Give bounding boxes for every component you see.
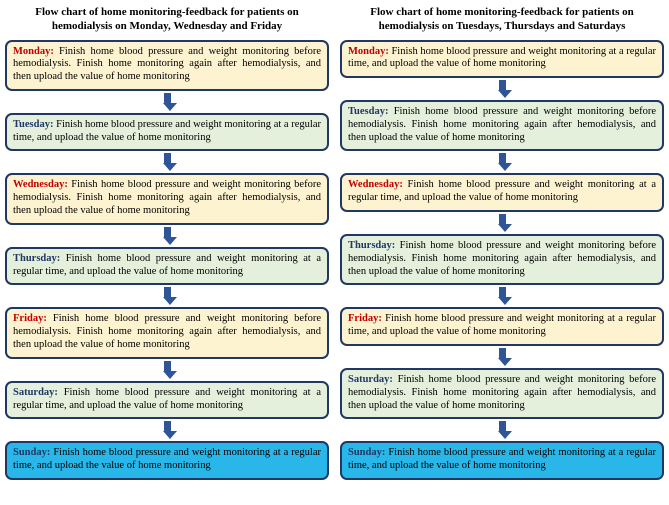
left-flow-sequence bbox=[5, 40, 329, 505]
arrow-connector bbox=[5, 225, 329, 247]
down-arrow-icon bbox=[163, 421, 172, 439]
flow-node-wednesday[interactable] bbox=[5, 173, 329, 224]
down-arrow-icon bbox=[498, 214, 507, 232]
down-arrow-icon bbox=[498, 153, 507, 171]
node-day-label: Saturday: bbox=[13, 386, 58, 398]
down-arrow-icon bbox=[163, 153, 172, 171]
right-flow-sequence bbox=[340, 40, 664, 505]
node-body-text: Finish home blood pressure and weight monitoring at a regular time, and upload the value of home monitoring bbox=[348, 447, 656, 472]
node-day-label: Friday: bbox=[348, 313, 382, 325]
node-body-text: Finish home blood pressure and weight monitoring at a regular time, and upload the value of home monitoring bbox=[13, 118, 321, 143]
right-flowchart-column bbox=[335, 0, 669, 505]
flow-node-tuesday[interactable] bbox=[5, 113, 329, 152]
flow-node-tuesday[interactable] bbox=[340, 100, 664, 151]
node-body-text: Finish home blood pressure and weight monitoring at a regular time, and upload the value of home monitoring bbox=[348, 45, 656, 70]
arrow-connector bbox=[340, 285, 664, 307]
node-body-text: Finish home blood pressure and weight monitoring at a regular time, and upload the value of home monitoring bbox=[13, 447, 321, 472]
node-day-label: Tuesday: bbox=[348, 106, 389, 118]
node-body-text: Finish home blood pressure and weight monitoring at a regular time, and upload the value of home monitoring bbox=[348, 313, 656, 338]
flow-node-saturday[interactable] bbox=[5, 381, 329, 420]
node-day-label: Monday: bbox=[13, 45, 54, 57]
flow-node-friday[interactable] bbox=[340, 307, 664, 346]
down-arrow-icon bbox=[163, 287, 172, 305]
flow-node-sunday[interactable] bbox=[340, 441, 664, 480]
node-body-text: Finish home blood pressure and weight monitoring before hemodialysis. Finish home monitoring again after hemodialysis, and then upload the value of home monitoring bbox=[348, 106, 656, 143]
node-day-label: Friday: bbox=[13, 313, 47, 325]
arrow-connector bbox=[340, 419, 664, 441]
node-body-text: Finish home blood pressure and weight monitoring at a regular time, and upload the value of home monitoring bbox=[13, 252, 321, 277]
arrow-connector bbox=[5, 359, 329, 381]
arrow-connector bbox=[340, 151, 664, 173]
node-body-text: Finish home blood pressure and weight monitoring before hemodialysis. Finish home monitoring again after hemodialysis, and then upload the value of home monitoring bbox=[13, 313, 321, 351]
node-day-label: Thursday: bbox=[13, 252, 61, 264]
left-chart-title: Flow chart of home monitoring-feedback for patients on hemodialysis on Monday, Wednesday and Friday bbox=[35, 6, 299, 32]
arrow-connector bbox=[5, 151, 329, 173]
flow-node-monday[interactable] bbox=[340, 40, 664, 79]
node-day-label: Saturday: bbox=[348, 374, 393, 386]
down-arrow-icon bbox=[498, 287, 507, 305]
node-day-label: Monday: bbox=[348, 45, 389, 57]
right-chart-title: Flow chart of home monitoring-feedback for patients on hemodialysis on Tuesdays, Thursdays and Saturdays bbox=[370, 6, 634, 32]
arrow-connector bbox=[340, 78, 664, 100]
down-arrow-icon bbox=[498, 348, 507, 366]
node-day-label: Thursday: bbox=[348, 240, 396, 252]
flow-node-friday[interactable] bbox=[5, 307, 329, 358]
node-day-label: Sunday: bbox=[13, 447, 51, 459]
arrow-connector bbox=[5, 285, 329, 307]
down-arrow-icon bbox=[498, 80, 507, 98]
flow-node-saturday[interactable] bbox=[340, 368, 664, 419]
node-day-label: Wednesday: bbox=[13, 179, 68, 191]
node-body-text: Finish home blood pressure and weight monitoring before hemodialysis. Finish home monitoring again after hemodialysis, and then upload the value of home monitoring bbox=[348, 374, 656, 411]
down-arrow-icon bbox=[163, 93, 172, 111]
arrow-connector bbox=[5, 419, 329, 441]
flow-node-monday[interactable] bbox=[5, 40, 329, 91]
arrow-connector bbox=[5, 91, 329, 113]
flow-node-wednesday[interactable] bbox=[340, 173, 664, 212]
left-flowchart-column bbox=[0, 0, 334, 505]
node-day-label: Tuesday: bbox=[13, 118, 54, 130]
down-arrow-icon bbox=[498, 421, 507, 439]
node-body-text: Finish home blood pressure and weight monitoring before hemodialysis. Finish home monitoring again after hemodialysis, and then upload the value of home monitoring bbox=[13, 45, 321, 83]
arrow-connector bbox=[340, 346, 664, 368]
flow-node-sunday[interactable] bbox=[5, 441, 329, 480]
node-body-text: Finish home blood pressure and weight monitoring before hemodialysis. Finish home monitoring again after hemodialysis, and then upload the value of home monitoring bbox=[13, 179, 321, 217]
node-day-label: Wednesday: bbox=[348, 179, 403, 191]
node-day-label: Sunday: bbox=[348, 447, 386, 459]
node-body-text: Finish home blood pressure and weight monitoring at a regular time, and upload the value of home monitoring bbox=[348, 179, 656, 204]
node-body-text: Finish home blood pressure and weight monitoring at a regular time, and upload the value of home monitoring bbox=[13, 386, 321, 411]
down-arrow-icon bbox=[163, 227, 172, 245]
node-body-text: Finish home blood pressure and weight monitoring before hemodialysis. Finish home monitoring again after hemodialysis, and then upload the value of home monitoring bbox=[348, 240, 656, 277]
down-arrow-icon bbox=[163, 361, 172, 379]
flow-node-thursday[interactable] bbox=[5, 247, 329, 286]
arrow-connector bbox=[340, 212, 664, 234]
flow-node-thursday[interactable] bbox=[340, 234, 664, 285]
